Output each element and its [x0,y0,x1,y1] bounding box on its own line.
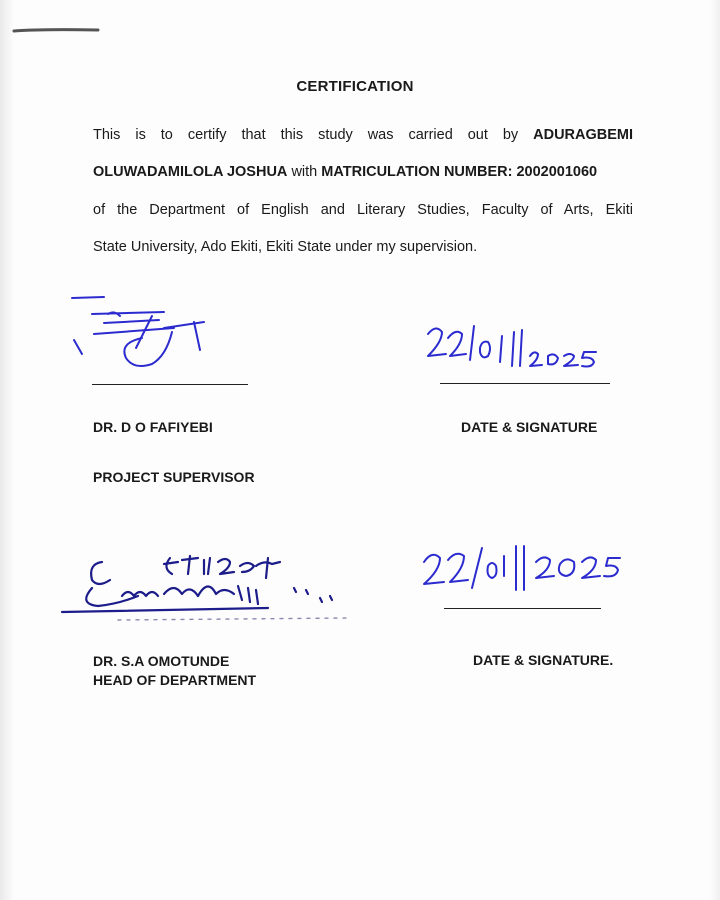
supervisor-handwritten-date [418,318,618,380]
body-line-4 [93,238,633,256]
page-shadow-left [0,0,14,900]
hod-signature [58,548,358,628]
hod-date-signature-label: DATE & SIGNATURE. [473,652,614,668]
supervisor-signature [64,288,224,378]
student-name-rest: OLUWADAMILOLA JOSHUA [93,164,288,180]
supervisor-date-signature-label: DATE & SIGNATURE [461,419,598,435]
hod-name: DR. S.A OMOTUNDE [93,653,230,669]
corner-scan-mark [12,28,100,34]
body-line-1-text: This is to certify that this study was carried out by [93,127,519,143]
body-line-3 [93,201,633,219]
hod-role: HEAD OF DEPARTMENT [93,672,257,688]
supervisor-name: DR. D O FAFIYEBI [93,419,213,435]
supervisor-signature-line [92,384,248,385]
body-line-1 [93,126,633,144]
supervisor-role: PROJECT SUPERVISOR [93,469,255,485]
page-title: CERTIFICATION [296,78,414,95]
matric-number: 2002001060 [516,164,598,180]
body-line-3-text: of the Department of English and Literary Studies, Faculty of Arts, Ekiti [93,202,633,218]
student-name-first: ADURAGBEMI [533,127,634,143]
supervisor-date-line [440,383,610,384]
page-shadow-right [710,0,720,900]
body-line-4-text: State University, Ado Ekiti, Ekiti State under my supervision. [93,239,478,255]
hod-date-line [444,608,601,609]
matric-label: MATRICULATION NUMBER: [321,164,513,180]
with-text: with [291,164,318,180]
body-line-2 [93,163,633,181]
hod-handwritten-date [416,542,626,600]
